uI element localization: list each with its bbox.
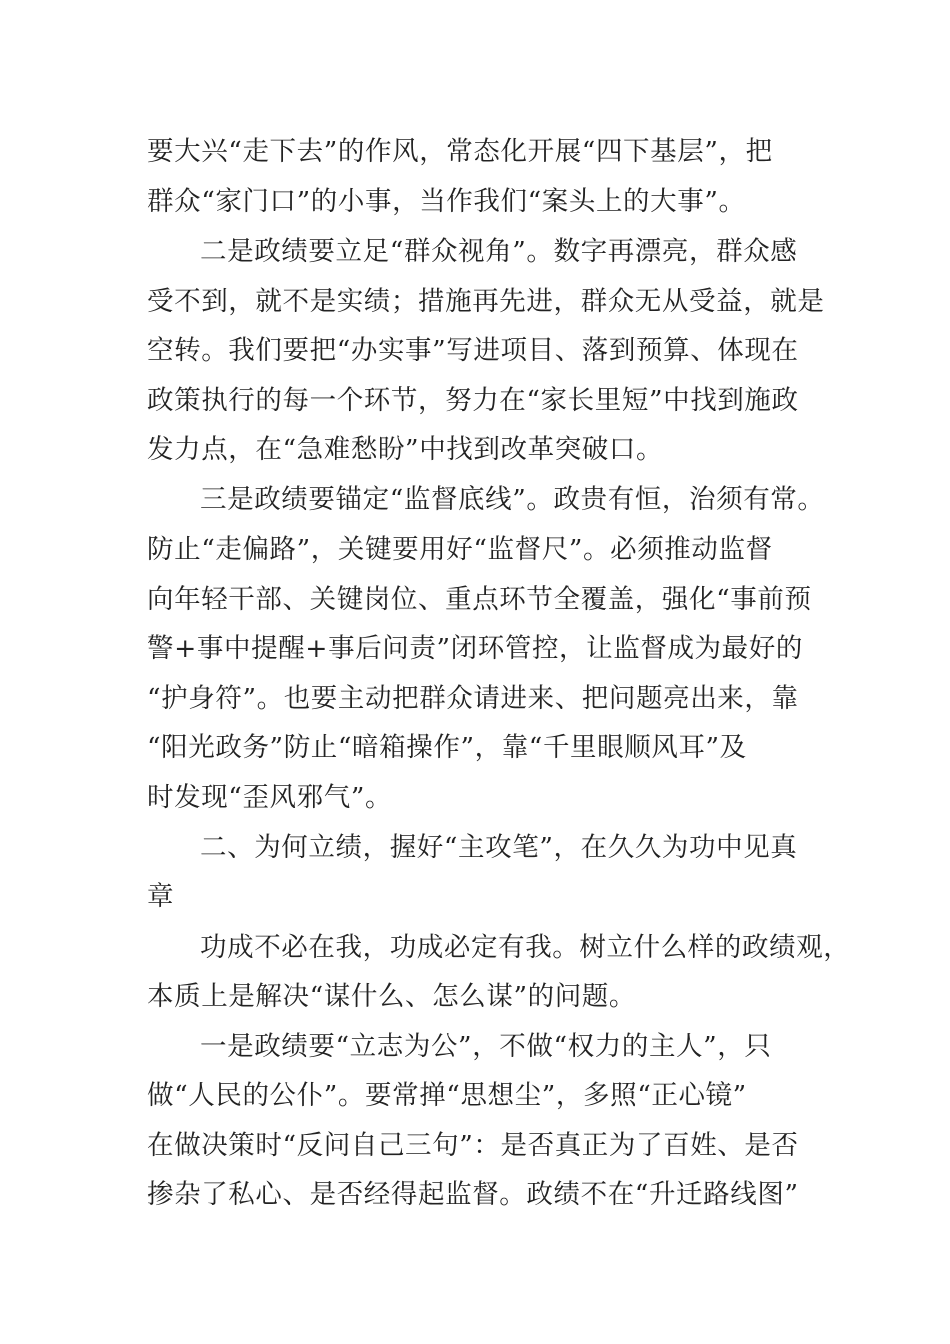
text-line-13: “阳光政务”防止“暗箱操作”，靠“千里眼顺风耳”及 [147,732,747,763]
text-line-6: 政策执行的每一个环节，努力在“家长里短”中找到施政 [147,385,799,416]
text-line-14: 时发现“歪风邪气”。 [147,782,393,813]
text-line-7: 发力点，在“急难愁盼”中找到改革突破口。 [147,434,664,465]
text-line-1: 要大兴“走下去”的作风，常态化开展“四下基层”，把 [147,136,773,167]
section-heading-line-2: 章 [147,881,175,912]
text-line-11: 警+事中提醒+事后问责”闭环管控，让监督成为最好的 [147,633,803,664]
text-line-20: 做“人民的公仆”。要常掸“思想尘”，多照“正心镜” [147,1080,747,1111]
section-heading-line-1: 二、为何立绩，握好“主攻笔”，在久久为功中见真 [200,832,798,863]
text-line-3: 二是政绩要立足“群众视角”。数字再漂亮，群众感 [200,236,798,267]
text-line-18: 本质上是解决“谋什么、怎么谋”的问题。 [147,981,636,1012]
text-line-9: 防止“走偏路”，关键要用好“监督尺”。必须推动监督 [147,534,773,565]
text-line-5: 空转。我们要把“办实事”写进项目、落到预算、体现在 [147,335,799,366]
text-line-19: 一是政绩要“立志为公”，不做“权力的主人”，只 [200,1031,772,1062]
text-line-10: 向年轻干部、关键岗位、重点环节全覆盖，强化“事前预 [147,584,812,615]
text-line-17: 功成不必在我，功成必定有我。树立什么样的政绩观， [200,932,851,963]
text-line-4: 受不到，就不是实绩；措施再先进，群众无从受益，就是 [147,286,825,317]
text-line-22: 掺杂了私心、是否经得起监督。政绩不在“升迁路线图” [147,1179,799,1210]
text-line-2: 群众“家门口”的小事，当作我们“案头上的大事”。 [147,186,746,217]
text-line-8: 三是政绩要锚定“监督底线”。政贵有恒，治须有常。 [200,484,825,515]
text-line-12: “护身符”。也要主动把群众请进来、把问题亮出来，靠 [147,683,799,714]
text-line-21: 在做决策时“反问自己三句”：是否真正为了百姓、是否 [147,1130,799,1161]
